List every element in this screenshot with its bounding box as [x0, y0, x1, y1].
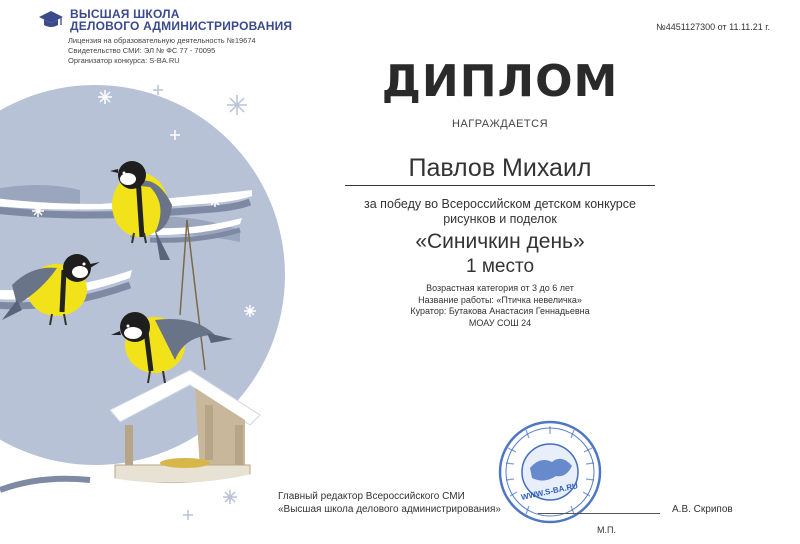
- contest-name: «Синичкин день»: [415, 230, 585, 253]
- editor-line2: «Высшая школа делового администрирования»: [278, 504, 501, 515]
- seal-center-text: WWW.S-BA.RU: [520, 481, 579, 502]
- award-reason-line2: рисунков и поделок: [443, 212, 557, 226]
- license-text: Лицензия на образовательную деятельность №19674: [68, 36, 256, 45]
- official-seal-stamp: [496, 418, 604, 526]
- work-title: Название работы: «Птичка невеличка»: [418, 294, 582, 305]
- organization-meta: [68, 36, 292, 66]
- recipient-name: Павлов Михаил: [345, 154, 655, 186]
- editor-line1: Главный редактор Всероссийского СМИ: [278, 491, 465, 502]
- organization-logo: [38, 8, 292, 32]
- organization-name-line1: ВЫСШАЯ ШКОЛА: [70, 7, 180, 21]
- media-certificate-text: Свидетельство СМИ: ЭЛ № ФС 77 - 70095: [68, 46, 216, 55]
- signature-line: [538, 513, 660, 514]
- organizer-text: Организатор конкурса: S-BA.RU: [68, 56, 180, 65]
- signer-name: А.В. Скрипов: [672, 504, 733, 515]
- stamp-place-label: М.П.: [597, 525, 616, 535]
- titmice-illustration: [0, 70, 290, 544]
- diploma-title: ДИПЛОМ: [381, 56, 619, 107]
- graduation-cap-icon: [38, 10, 64, 30]
- curator: Куратор: Бутакова Анастасия Геннадьевна: [410, 306, 590, 316]
- place-award: 1 место: [465, 256, 535, 277]
- awarded-label: НАГРАЖДАЕТСЯ: [451, 118, 549, 130]
- organization-name-line2: ДЕЛОВОГО АДМИНИСТРИРОВАНИЯ: [70, 19, 293, 33]
- award-reason: [330, 197, 670, 227]
- organization-header: [38, 8, 292, 66]
- school: МОАУ СОШ 24: [468, 317, 532, 328]
- award-details: [330, 283, 670, 329]
- award-reason-line1: за победу во Всероссийском детском конкурсе: [364, 197, 636, 211]
- certificate-number: №4451127300 от 11.11.21 г.: [656, 22, 770, 32]
- editor-credit: [278, 490, 501, 516]
- age-category: Возрастная категория от 3 до 6 лет: [426, 283, 574, 293]
